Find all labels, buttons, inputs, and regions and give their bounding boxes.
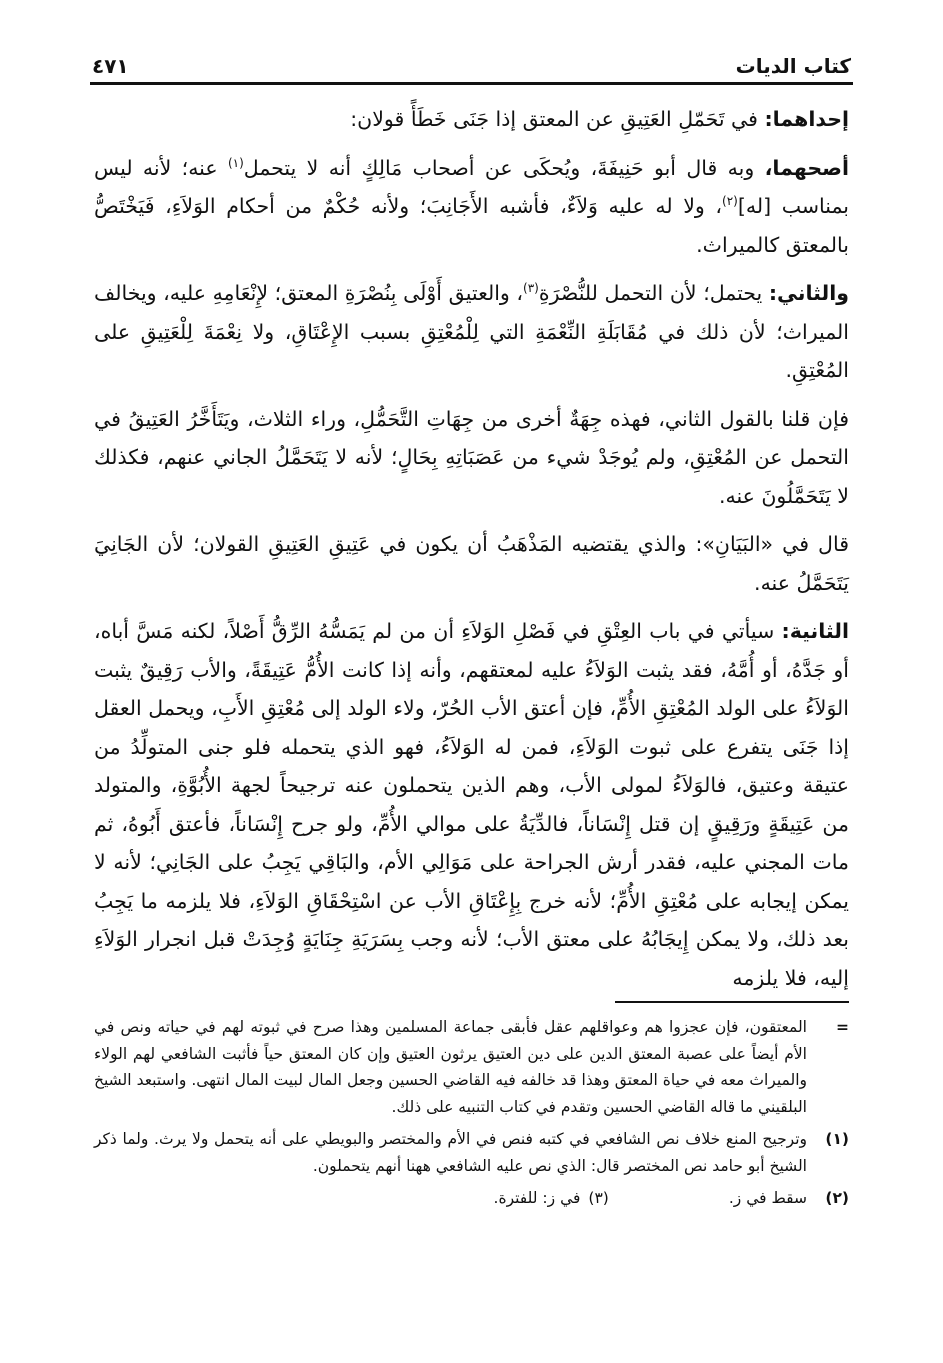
footnote-rule [615, 1001, 849, 1003]
paragraph-text: ، ولا له عليه وَلاَءٌ، فأشبه الأَجَانِبَ؛ ولأنه حُكْمٌ من أحكام الوَلاَءِ، فَيَخْتَصُّ بالمعتق كالميراث. [94, 194, 849, 257]
footnote-mark: (٣) [588, 1189, 609, 1207]
paragraph-4 [94, 400, 849, 516]
paragraph-text: يحتمل؛ لأن التحمل للنُّصْرَةِ [538, 281, 769, 305]
footnotes-2-3 [94, 1185, 849, 1212]
footnote-mark: = [836, 1018, 849, 1036]
chapter-title: كتاب الديات [735, 54, 851, 78]
footnote-ref: (١) [227, 155, 244, 170]
paragraph-5 [94, 525, 849, 602]
paragraph-text: فإن قلنا بالقول الثاني، فهذه جِهَةٌ أخرى من جِهَاتِ التَّحَمُّلِ، وراء الثلاث، ويَتَأَخَّرُ العَتِيقُ في التحمل عن المُعْتِقِ، ولم يُوجَدْ شيء من عَصَبَاتِهِ بِحَالٍ؛ لأنه لا يَتَحَمَّلُ الجاني عنهم، فكذلك لا يَتَحَمَّلُونَ عنه. [94, 406, 849, 508]
footnote-text: وترجيح المنع خلاف نص الشافعي في كتبه فنص في الأم والمختصر والبويطي على أنه يتحمل ولا يرث. ولما ذكر الشيخ أبو حامد نص المختصر قال: الذي نص عليه الشافعي ههنا أنهم يتحملون. [94, 1130, 807, 1175]
paragraph-2 [94, 149, 849, 265]
footnote-text: سقط في ز. [728, 1189, 807, 1207]
paragraph-6 [94, 612, 849, 997]
page-header [92, 44, 851, 78]
paragraph-text: في تَحَمّلِ العَتِيقِ عن المعتق إذا جَنَى خَطَأً قولان: [350, 107, 765, 131]
paragraph-3 [94, 274, 849, 390]
paragraph-text: وبه قال أبو حَنِيفَةَ، ويُحكَى عن أصحاب مَالِكٍ أنه لا يتحمل [243, 155, 765, 180]
main-text [94, 100, 849, 1007]
paragraph-text: ، والعتيق أَوْلَى بِنُصْرَةِ المعتق؛ لإِنْعَامِهِ عليه، ويخالف الميراث؛ لأن ذلك في مُقَابَلَةِ النِّعْمَةِ التي لِلْمُعْتِقِ بسبب الإِعْتَاقِ، ولا نِعْمَةَ لِلْعَتِيقِ على المُعْتِقِ. [94, 281, 849, 382]
footnote-text: في ز: للفترة. [493, 1189, 581, 1207]
footnote-mark: (٢) [825, 1189, 849, 1207]
paragraph-text: سيأتي في باب العِتْقِ في فَصْلِ الوَلاَءِ أن من لم يَمَسُّهُ الرِّقُّ أَصْلاً، لكنه مَسَّ أباه، أو جَدَّهُ، أو أُمَّهُ، فقد يثبت الوَلاَءُ عليه لمعتقهم، وأنه إذا كانت الأُمُّ عَتِيقَةً، والأب رَقِيقٌ يثبت الوَلاَءُ على الولد المُعْتِقِ الأُمِّ، فإن أعتق الأب الحُرّ، ولاء الولد إلى مُعْتِقِ الأَبِ، ويحمل العقل إذا جَنَى يتفرع على ثبوت الوَلاَءِ، فمن له الوَلاَءُ، فهو الذي يتحمله فلو جنى المتولِّدُ من عتيقة وعتيق، فالوَلاَءُ لمولى الأب، وهم الذين يتحملون عنه ترجيحاً لجهة الأُبُوَّةِ، والمتولد من عَتِيقَةٍ ورَقِيقٍ إن قتل إِنْسَاناً، فالدِّيَةُ على موالي الأُمِّ، ولو جرح إِنْسَاناً، فأعتق أَبُوهُ، ثم مات المجني عليه، فقدر أرش الجراحة على مَوَالِي الأم، والبَاقِي يَجِبُ على الجَانِي؛ لأنه لا يمكن إيجابه على مُعْتِقِ الأُمِّ؛ لأنه خرج بِإِعْتَاقِ الأب عن اسْتِحْقَاقِ الوَلاَءِ، فلا يلزمه ما يَجِبُ بعد ذلك، ولا يمكن إِيجَابُهُ على معتق الأب؛ لأنه وجب بِسَرَيَةِ جِنَايَةٍ وُجِدَتْ قبل انجرار الوَلاَءِ إليه، فلا يلزمه [94, 619, 849, 990]
paragraph-1 [94, 100, 849, 139]
paragraph-lead: والثاني: [768, 281, 849, 305]
footnote-mark: (١) [825, 1130, 849, 1148]
footnote-continued [94, 1014, 849, 1120]
footnote-text: المعتقون، فإن عجزوا هم وعواقلهم عقل فأبقى جماعة المسلمين وهذا صرح في ثبوته لهم في حياته ونص في الأم أيضاً على عصبة المعتق الدين على دين العتيق يرثون العتيق وإن كان المعتق حياً فأثبت الشافعي لهم الولاء والميراث معه في حياة المعتق وهذا قد خالفه فيه القاضي الحسين وجعل المال لبيت المال انتهى. واستبعد الشيخ البلقيني ما قاله القاضي الحسين وتقدم في كتاب التنبيه على ذلك. [94, 1018, 807, 1116]
footnote-ref: (٣) [523, 281, 539, 296]
paragraph-lead: أصحهما، [764, 155, 849, 180]
paragraph-text: عنه؛ لأنه ليس بمناسب [له] [94, 155, 849, 218]
paragraph-lead: الثانية: [781, 619, 849, 643]
header-rule [90, 82, 853, 85]
page-number: ٤٧١ [92, 54, 129, 78]
footnote-1 [94, 1126, 849, 1179]
paragraph-text: قال في «البَيَانِ»: والذي يقتضيه المَذْهَبُ أن يكون في عَتِيقِ العَتِيقِ القولان؛ لأن الجَانِيَ يَتَحَمَّلُ عنه. [94, 532, 849, 595]
paragraph-lead: إحداهما: [764, 107, 849, 131]
footnotes [94, 1014, 849, 1212]
footnote-ref: (٢) [722, 194, 738, 209]
